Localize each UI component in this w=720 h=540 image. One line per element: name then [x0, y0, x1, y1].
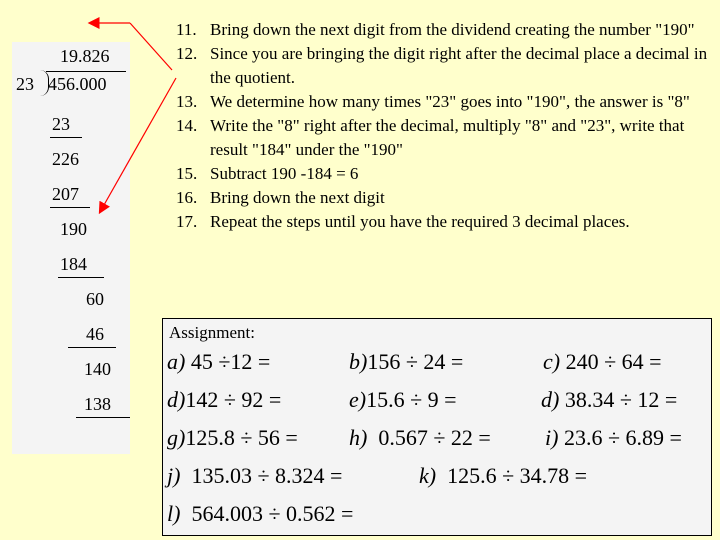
division-bracket-bar	[46, 71, 126, 72]
subtraction-line	[68, 347, 116, 348]
problem-d-second: d) 38.34 ÷ 12 =	[541, 387, 678, 412]
step-text: We determine how many times "23" goes into "190", the answer is "8"	[210, 92, 690, 111]
instruction-steps	[176, 18, 716, 234]
step-text: Bring down the next digit	[210, 188, 385, 207]
step-item	[176, 186, 716, 210]
division-row: 23	[52, 114, 70, 134]
problem-c: c) 240 ÷ 64 =	[543, 349, 662, 374]
step-text: Write the "8" right after the decimal, multiply "8" and "23", write that result "184" under the "190"	[210, 116, 685, 159]
step-number: 11.	[176, 20, 197, 39]
long-division-panel	[12, 42, 130, 454]
step-item	[176, 162, 716, 186]
subtraction-line	[58, 277, 104, 278]
step-number: 17.	[176, 212, 198, 231]
step-text: Repeat the steps until you have the required 3 decimal places.	[210, 212, 630, 231]
divisor: 23	[16, 74, 34, 94]
problem-h: h) 0.567 ÷ 22 =	[349, 425, 491, 450]
step-item	[176, 210, 716, 234]
step-number: 15.	[176, 164, 198, 183]
problem-k: k) 125.6 ÷ 34.78 =	[419, 463, 588, 488]
problem-l: l) 564.003 ÷ 0.562 =	[167, 501, 354, 526]
division-row: 140	[84, 359, 111, 379]
step-text: Subtract 190 -184 = 6	[210, 164, 359, 183]
step-item	[176, 18, 716, 42]
problem-d: d)142 ÷ 92 =	[167, 387, 282, 412]
division-row: 184	[60, 254, 87, 274]
division-row: 46	[86, 324, 104, 344]
division-row: 138	[84, 394, 111, 414]
assignment-title: Assignment:	[169, 323, 255, 342]
step-number: 14.	[176, 116, 198, 135]
step-item	[176, 42, 716, 90]
subtraction-line	[76, 417, 130, 418]
step-item	[176, 114, 716, 162]
division-row: 190	[60, 219, 87, 239]
subtraction-line	[50, 137, 82, 138]
problem-a: a) 45 ÷12 =	[167, 349, 271, 374]
step-number: 12.	[176, 44, 198, 63]
subtraction-line	[50, 207, 90, 208]
division-row: 207	[52, 184, 79, 204]
division-row: 60	[86, 289, 104, 309]
dividend: 456.000	[48, 74, 107, 94]
quotient: 19.826	[60, 46, 110, 66]
problem-j: j) 135.03 ÷ 8.324 =	[167, 463, 343, 488]
step-number: 16.	[176, 188, 198, 207]
problem-g: g)125.8 ÷ 56 =	[167, 425, 298, 450]
step-number: 13.	[176, 92, 198, 111]
assignment-box	[162, 318, 712, 536]
step-text: Since you are bringing the digit right after the decimal place a decimal in the quotient.	[210, 44, 708, 87]
problem-e: e)15.6 ÷ 9 =	[349, 387, 457, 412]
problem-i: i) 23.6 ÷ 6.89 =	[545, 425, 682, 450]
step-text: Bring down the next digit from the dividend creating the number "190"	[210, 20, 695, 39]
step-item	[176, 90, 716, 114]
problem-b: b)156 ÷ 24 =	[349, 349, 464, 374]
division-row: 226	[52, 149, 79, 169]
arrow-line-upper	[130, 23, 172, 70]
